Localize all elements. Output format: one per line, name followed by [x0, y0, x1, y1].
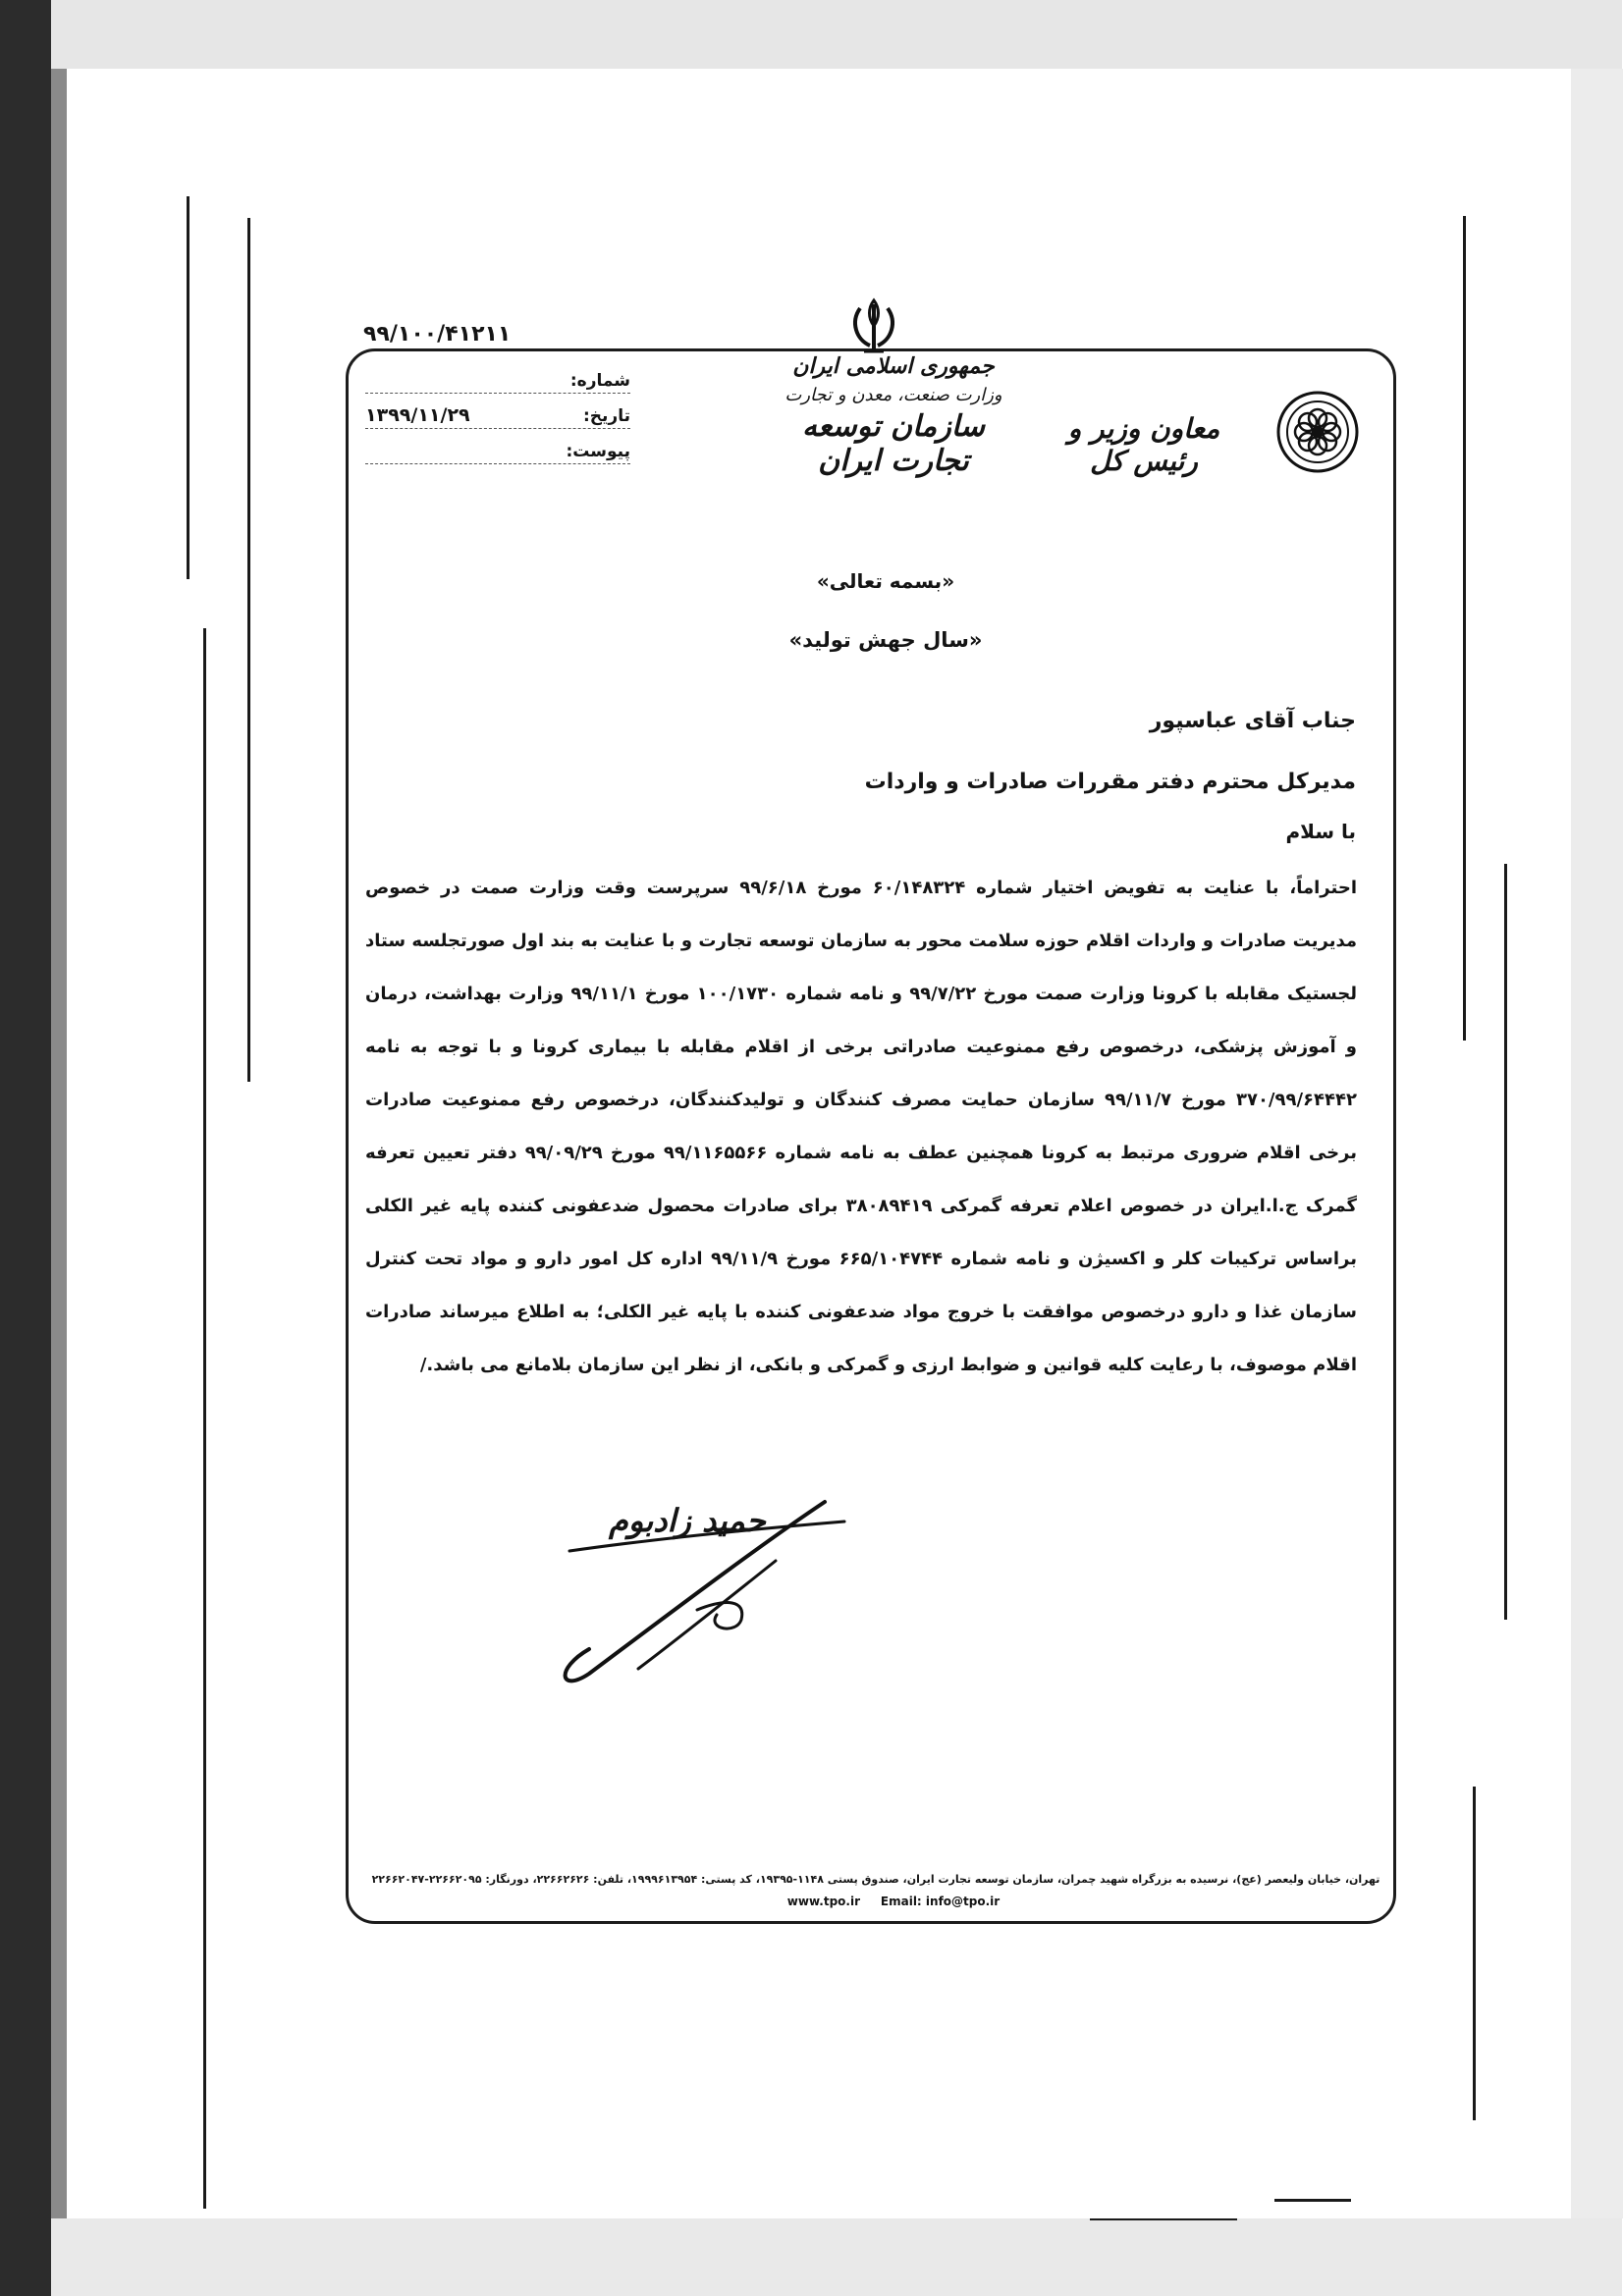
year-motto: «سال جهش تولید» [788, 628, 983, 652]
scan-mark-left-inner [247, 218, 250, 1082]
letter-body: احتراماً، با عنایت به تفویض اختیار شماره ۶۰/۱۴۸۳۲۴ مورخ ۹۹/۶/۱۸ سرپرست وقت وزارت صمت در خصوص مدیریت صادرات و واردات اقلام حوزه سلامت محور به سازمان توسعه تجارت و با عنایت به بند اول صورتجلسه ستاد لجستیک مقابله با کرونا وزارت صمت مورخ ۹۹/۷/۲۲ و نامه شماره ۱۰۰/۱۷۳۰ مورخ ۹۹/۱۱/۱ وزارت بهداشت، درمان و آموزش پزشکی، درخصوص رفع ممنوعیت صادراتی برخی از اقلام مقابله با بیماری کرونا و با توجه به نامه ۳۷۰/۹۹/۶۴۴۴۲ مورخ ۹۹/۱۱/۷ سازمان حمایت مصرف کنندگان و تولیدکنندگان، درخصوص رفع ممنوعیت صادرات برخی اقلام ضروری مرتبط به کرونا همچنین عطف به نامه شماره ۹۹/۱۱۶۵۵۶۶ مورخ ۹۹/۰۹/۲۹ دفتر تعیین تعرفه گمرک ج.ا.ایران در خصوص اعلام تعرفه گمرکی ۳۸۰۸۹۴۱۹ برای صادرات محصول ضدعفونی کننده پایه غیر الکلی براساس ترکیبات کلر و اکسیژن و نامه شماره ۶۶۵/۱۰۴۷۴۴ مورخ ۹۹/۱۱/۹ اداره کل امور دارو و مواد تحت کنترل سازمان غذا و دارو درخصوص موافقت با خروج مواد ضدعفونی کننده با پایه غیر الکلی؛ به اطلاع میرساند صادرات اقلام موصوف، با رعایت کلیه قوانین و ضوابط ارزی و گمرکی و بانکی، از نظر این سازمان بلامانع می باشد./ [365, 878, 1357, 1375]
scan-mark-left-long [203, 628, 206, 2209]
number-label: شماره: [569, 371, 630, 391]
attachment-row [365, 436, 630, 464]
addressee-position: مدیرکل محترم دفتر مقررات صادرات و واردات [864, 770, 1356, 794]
addressee-name: جناب آقای عباسپور [1149, 709, 1356, 733]
republic-name: جمهوری اسلامی ایران [792, 353, 995, 379]
signatory-name: حمید زادبوم [609, 1502, 766, 1539]
organization-seal-icon [1276, 391, 1359, 473]
greeting: با سلام [1285, 820, 1356, 843]
number-row [365, 365, 630, 394]
date-value: ۱۳۹۹/۱۱/۲۹ [365, 404, 470, 426]
scanner-top-margin [51, 0, 1622, 69]
scan-mark-right-middle [1504, 864, 1507, 1620]
date-label: تاریخ: [583, 406, 630, 426]
letterhead-center [766, 353, 1021, 478]
deputy-title: معاون وزیر و رئیس کل [1067, 412, 1220, 477]
footer-contact [746, 1895, 1041, 1908]
footer-website: www.tpo.ir [786, 1895, 861, 1908]
attachment-label: پیوست: [566, 442, 630, 461]
ministry-name: وزارت صنعت، معدن و تجارت [784, 385, 1002, 405]
date-row [365, 400, 630, 429]
scan-mark-bottom-line [1090, 2218, 1237, 2220]
footer-email: Email: info@tpo.ir [880, 1895, 1001, 1908]
scan-mark-right-bottom [1473, 1787, 1476, 2120]
scan-mark-right-top [1463, 216, 1466, 1041]
scanner-bottom-margin [51, 2218, 1622, 2296]
iran-emblem-icon [846, 294, 901, 357]
scanner-left-edge [51, 69, 67, 2218]
reference-number: ۹۹/۱۰۰/۴۱۲۱۱ [363, 322, 512, 347]
organization-name: سازمان توسعه تجارت ایران [802, 409, 985, 478]
scan-mark-left-top [187, 196, 189, 579]
bismillah: «بسمه تعالی» [816, 569, 955, 593]
footer-address: تهران، خیابان ولیعصر (عج)، نرسیده به بزرگراه شهید چمران، سازمان توسعه تجارت ایران، صندوق پستی ۱۱۴۸-۱۹۳۹۵، کد پستی: ۱۹۹۹۶۱۳۹۵۴، تلفن: ۲۲۶۶۲۶۲۶، دورنگار: ۲۲۶۶۲۰۹۵-۲۲۶۶۲۰۴۷ [371, 1873, 1380, 1886]
scan-mark-bottom-dash [1274, 2199, 1351, 2202]
scanner-right-edge [1571, 69, 1623, 2218]
scanner-left-strip [0, 0, 51, 2296]
